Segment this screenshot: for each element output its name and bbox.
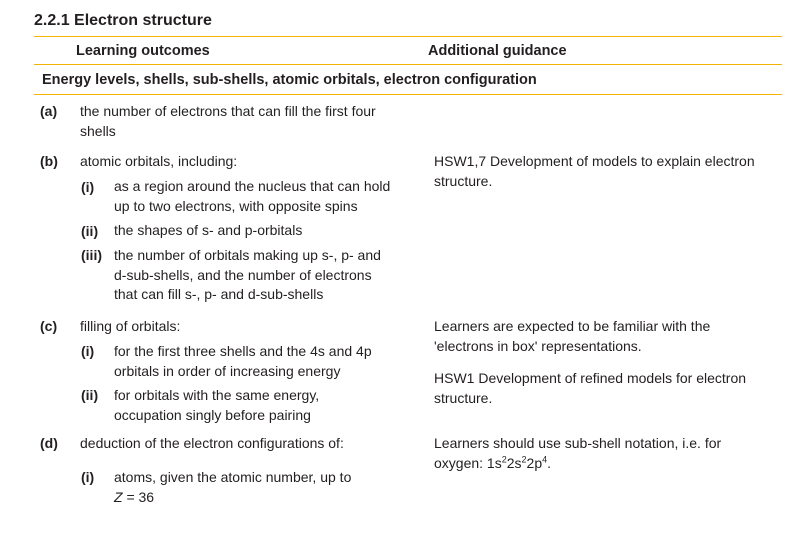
item-c-ii-text: for orbitals with the same energy, occupation singly before pairing xyxy=(114,387,320,423)
item-a-label: (a) xyxy=(40,103,58,119)
item-d-label: (d) xyxy=(40,435,58,451)
item-b-iii-text: the number of orbitals making up s-, p- and d-sub-shells, and the number of electrons that can fill s-, p- and d-sub-shells xyxy=(114,247,381,302)
header-bottom-rule xyxy=(34,64,782,65)
item-d-i-text: atoms, given the atomic number, up to Z = 36 xyxy=(114,469,352,505)
item-b-iii-label: (iii) xyxy=(81,247,102,263)
item-b-label: (b) xyxy=(40,153,58,169)
item-d-guidance: Learners should use sub-shell notation, i.e. for oxygen: $1s^22s^22p^4$. xyxy=(434,434,721,473)
item-b-guidance: HSW1,7 Development of models to explain electron structure. xyxy=(434,153,755,189)
col-header-guidance: Additional guidance xyxy=(428,43,567,59)
item-c-i-label: (i) xyxy=(81,343,95,359)
header-top-rule xyxy=(34,36,782,37)
section-title: 2.2.1 Electron structure xyxy=(34,12,212,29)
topic-rule xyxy=(34,94,782,95)
item-b-i-label: (i) xyxy=(81,179,95,195)
item-a-text: the number of electrons that can fill the first four shells xyxy=(80,103,376,139)
item-c-ii-label: (ii) xyxy=(81,387,99,403)
item-d-i-label: (i) xyxy=(81,469,95,485)
item-b-i-text: as a region around the nucleus that can hold up to two electrons, with opposite spins xyxy=(114,178,391,214)
item-b-ii-label: (ii) xyxy=(81,223,99,239)
item-c-guidance-1: Learners are expected to be familiar with the 'electrons in box' representations. xyxy=(434,318,711,354)
electron-configuration: oxygen: $1s^22s^22p^4$. xyxy=(434,453,552,471)
item-b-ii-text: the shapes of s- and p-orbitals xyxy=(114,222,303,238)
item-b-text: atomic orbitals, including: xyxy=(80,153,238,169)
item-c-text: filling of orbitals: xyxy=(80,318,181,334)
topic-heading: Energy levels, shells, sub-shells, atomic orbitals, electron configuration xyxy=(42,72,537,88)
item-c-label: (c) xyxy=(40,318,58,334)
item-c-guidance-2: HSW1 Development of refined models for electron structure. xyxy=(434,370,747,406)
item-d-text: deduction of the electron configurations of: xyxy=(80,435,344,451)
item-c-i-text: for the first three shells and the 4s and 4p orbitals in order of increasing energy xyxy=(114,343,372,379)
col-header-outcomes: Learning outcomes xyxy=(76,43,210,59)
atomic-number-symbol: Z xyxy=(114,488,123,505)
